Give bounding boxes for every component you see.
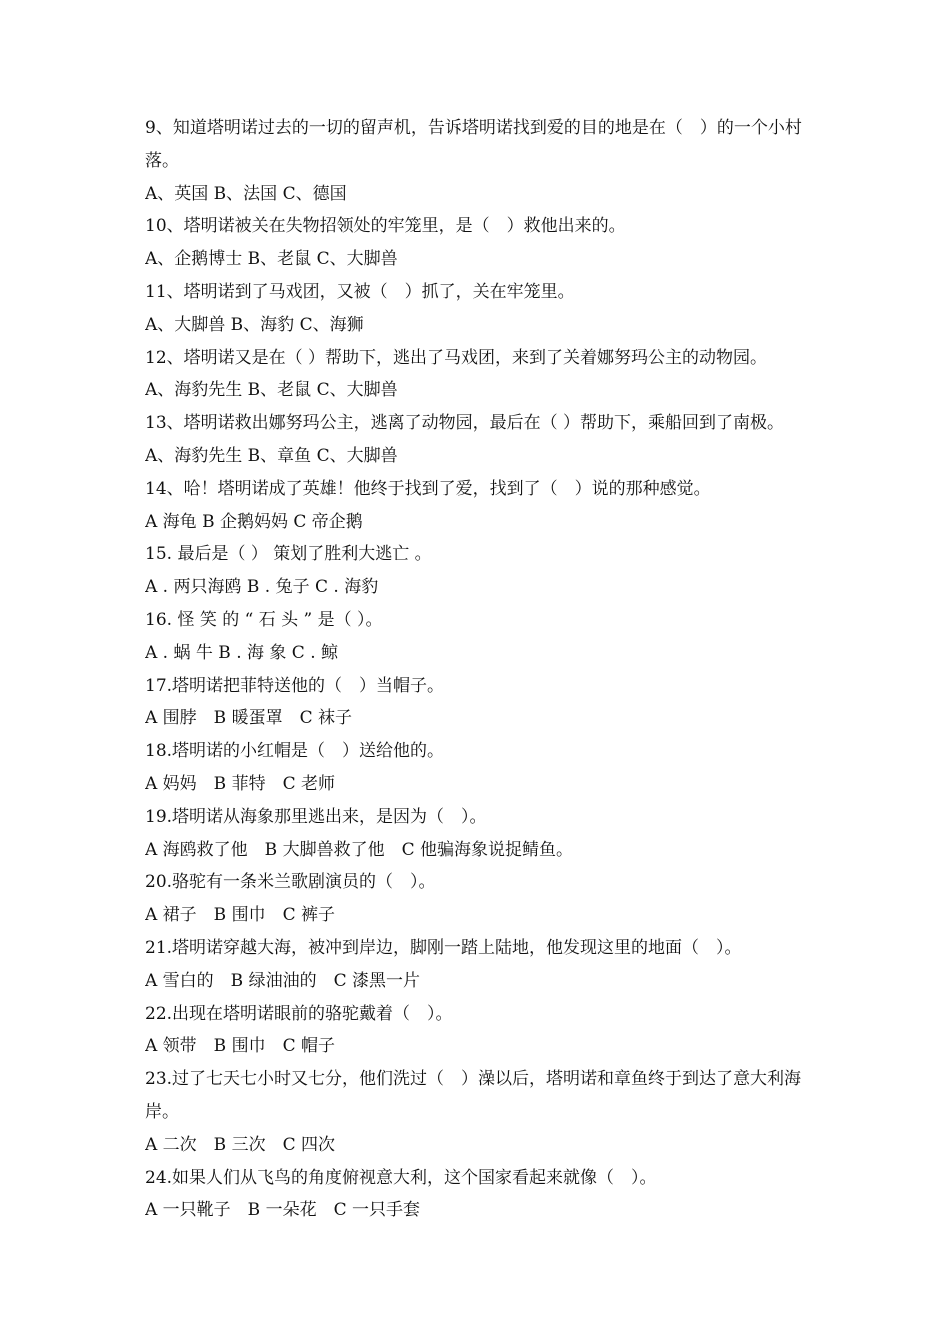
- question-17: 17.塔明诺把菲特送他的（ ）当帽子。: [145, 675, 445, 696]
- question-24: 24.如果人们从飞鸟的角度俯视意大利，这个国家看起来就像（ ）。: [145, 1167, 657, 1188]
- options-24: A 一只靴子 B 一朵花 C 一只手套: [145, 1200, 420, 1221]
- question-20: 20.骆驼有一条米兰歌剧演员的（ ）。: [145, 872, 436, 893]
- options-13: A、海豹先生 B、章鱼 C、大脚兽: [145, 445, 398, 466]
- question-22: 22.出现在塔明诺眼前的骆驼戴着（ ）。: [145, 1003, 453, 1024]
- quiz-page: [145, 112, 825, 1227]
- options-19: A 海鸥救了他 B 大脚兽救了他 C 他骗海象说捉鲭鱼。: [145, 839, 573, 860]
- options-9: A、英国 B、法国 C、德国: [145, 183, 347, 204]
- question-13: 13、塔明诺救出娜努玛公主，逃离了动物园，最后在（ ）帮助下，乘船回到了南极。: [145, 413, 785, 434]
- options-11: A、大脚兽 B、海豹 C、海狮: [145, 314, 364, 335]
- options-12: A、海豹先生 B、老鼠 C、大脚兽: [145, 380, 398, 401]
- question-12: 12、塔明诺又是在（ ）帮助下，逃出了马戏团，来到了关着娜努玛公主的动物园。: [145, 347, 768, 368]
- question-23: 23.过了七天七小时又七分，他们洗过（ ）澡以后，塔明诺和章鱼终于到达了意大利海岸。: [145, 1069, 802, 1122]
- question-18: 18.塔明诺的小红帽是（ ）送给他的。: [145, 741, 445, 762]
- options-20: A 裙子 B 围巾 C 裤子: [145, 905, 335, 926]
- question-11: 11、塔明诺到了马戏团，又被（ ）抓了，关在牢笼里。: [145, 281, 575, 302]
- options-23: A 二次 B 三次 C 四次: [145, 1134, 335, 1155]
- options-16: A . 蜗 牛 B . 海 象 C . 鲸: [145, 642, 339, 663]
- options-17: A 围脖 B 暖蛋罩 C 袜子: [145, 708, 352, 729]
- options-18: A 妈妈 B 菲特 C 老师: [145, 773, 335, 794]
- question-14: 14、哈！塔明诺成了英雄！他终于找到了爱，找到了（ ）说的那种感觉。: [145, 478, 711, 499]
- question-16: 16. 怪 笑 的 “ 石 头 ” 是（ ）。: [145, 609, 383, 630]
- options-10: A、企鹅博士 B、老鼠 C、大脚兽: [145, 249, 398, 270]
- options-15: A . 两只海鸥 B . 兔子 C . 海豹: [145, 577, 379, 598]
- options-14: A 海龟 B 企鹅妈妈 C 帝企鹅: [145, 511, 363, 532]
- question-19: 19.塔明诺从海象那里逃出来，是因为（ ）。: [145, 806, 487, 827]
- question-15: 15. 最后是（ ） 策划了胜利大逃亡 。: [145, 544, 432, 565]
- options-21: A 雪白的 B 绿油油的 C 漆黑一片: [145, 970, 420, 991]
- options-22: A 领带 B 围巾 C 帽子: [145, 1036, 335, 1057]
- question-9: 9、知道塔明诺过去的一切的留声机，告诉塔明诺找到爱的目的地是在（ ）的一个小村落。: [145, 118, 802, 171]
- question-21: 21.塔明诺穿越大海，被冲到岸边，脚刚一踏上陆地，他发现这里的地面（ ）。: [145, 937, 742, 958]
- question-10: 10、塔明诺被关在失物招领处的牢笼里，是（ ）救他出来的。: [145, 216, 626, 237]
